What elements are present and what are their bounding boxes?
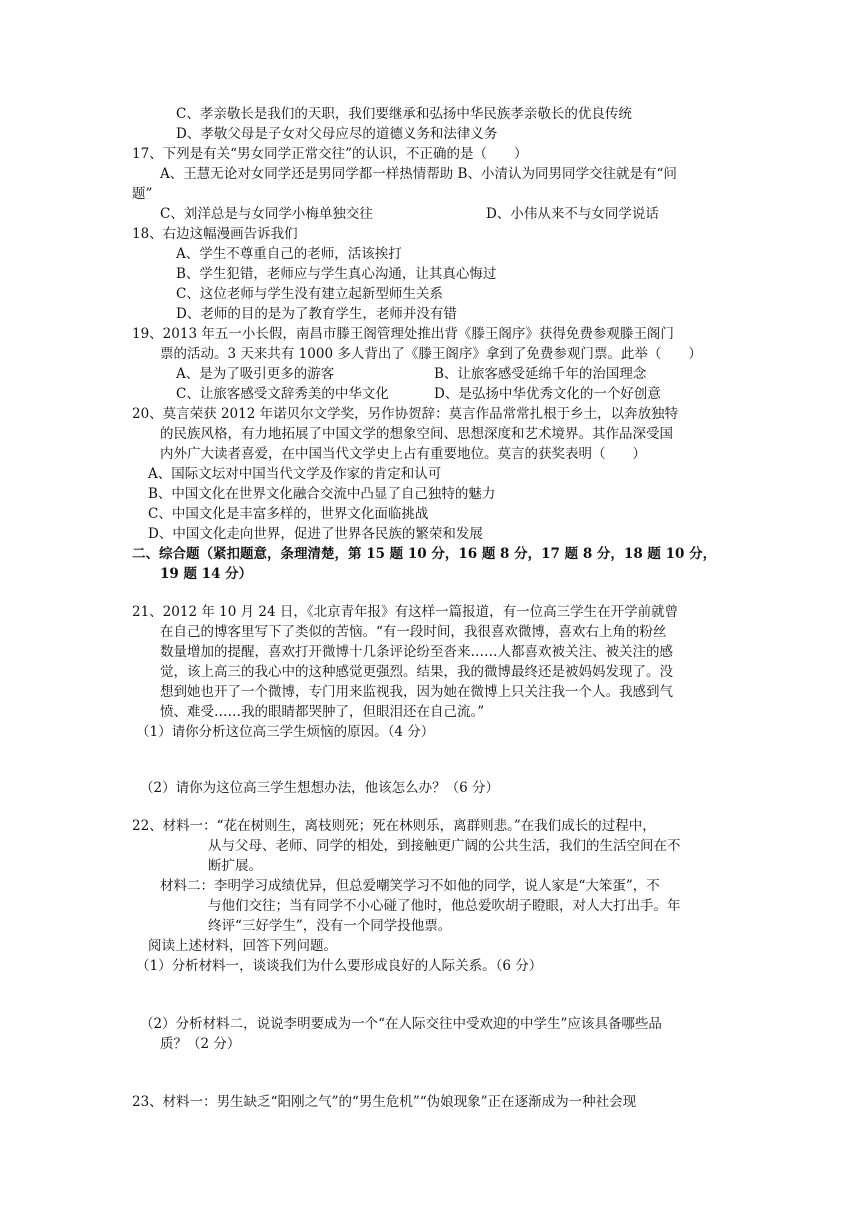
q21-line2: 在自己的博客里写下了类似的苦恼。“有一段时间，我很喜欢微博，喜欢右上角的粉丝: [160, 624, 667, 640]
q18-option-b: B、学生犯错，老师应与学生真心沟通，让其真心悔过: [176, 266, 497, 282]
q22-material1-line1: 22、材料一：“花在树则生，离枝则死；死在林则乐，离群则悲。”在我们成长的过程中，: [132, 818, 656, 834]
q22-sub2-wrap: 质？（2 分）: [160, 1036, 241, 1052]
q22-material2-line1: 材料二：李明学习成绩优异，但总爱嘲笑学习不如他的同学，说人家是“大笨蛋”，不: [160, 878, 660, 894]
section2-heading: 二、综合题（紧扣题意，条理清楚，第 15 题 10 分，16 题 8 分，17 题 8 分，18 题 10 分，: [132, 546, 717, 562]
q17-option-c: C、刘洋总是与女同学小梅单独交往: [160, 206, 373, 222]
q21-line3: 数量增加的提醒，喜欢打开微博十几条评论纷至沓来……人都喜欢被关注、被关注的感: [160, 644, 673, 660]
q20-stem-line2: 的民族风格，有力地拓展了中国文学的想象空间、思想深度和艺术境界。其作品深受国: [160, 426, 673, 442]
q22-material2-line3: 终评“三好学生”，没有一个同学投他票。: [208, 918, 452, 934]
q20-option-d: D、中国文化走向世界，促进了世界各民族的繁荣和发展: [148, 526, 483, 542]
q16-option-d: D、孝敬父母是子女对父母应尽的道德义务和法律义务: [176, 126, 498, 142]
q22-material1-line3: 断扩展。: [208, 858, 262, 874]
q18-option-d: D、老师的目的是为了教育学生，老师并没有错: [176, 306, 457, 322]
q22-material2-line2: 与他们交往；当有同学不小心碰了他时，他总爱吹胡子瞪眼，对人大打出手。年: [208, 898, 681, 914]
q21-line4: 觉，该上高三的我心中的这种感觉更强烈。结果，我的微博最终还是被妈妈发现了。没: [160, 664, 673, 680]
q19-stem-line2: 票的活动。3 天来共有 1000 多人背出了《滕王阁序》拿到了免费参观门票。此举（ ）: [160, 346, 702, 362]
q21-line1: 21、2012 年 10 月 24 日，《北京青年报》有这样一篇报道，有一位高三学生在开学前就曾: [132, 604, 679, 620]
q19-option-a: A、是为了吸引更多的游客: [176, 366, 335, 382]
q23-line1: 23、材料一：男生缺乏“阳刚之气”的“男生危机”“伪娘现象”正在逐渐成为一种社会现: [132, 1094, 637, 1110]
q19-option-b: B、让旅客感受延绵千年的治国理念: [434, 366, 647, 382]
q21-line6: 愤、难受……我的眼睛都哭肿了，但眼泪还在自己流。”: [160, 704, 485, 720]
q17-stem: 17、下列是有关“男女同学正常交往”的认识，不正确的是（ ）: [132, 146, 528, 162]
q21-sub2: （2）请你为这位高三学生想想办法，他该怎么办？（6 分）: [140, 780, 499, 796]
q22-material1-line2: 从与父母、老师、同学的相处，到接触更广阔的公共生活，我们的生活空间在不: [208, 838, 681, 854]
q17-options-ab: A、王慧无论对女同学还是男同学都一样热情帮助 B、小清认为同男同学交往就是有“问: [160, 166, 677, 182]
q18-option-c: C、这位老师与学生没有建立起新型师生关系: [176, 286, 443, 302]
q19-stem-line1: 19、2013 年五一小长假，南昌市滕王阁管理处推出背《滕王阁序》获得免费参观滕王阁门: [132, 326, 674, 342]
q22-instruction: 阅读上述材料，回答下列问题。: [148, 938, 337, 954]
q19-option-d: D、是弘扬中华优秀文化的一个好创意: [434, 386, 661, 402]
q21-line5: 想到她也开了一个微博，专门用来监视我，因为她在微博上只关注我一个人。我感到气: [160, 684, 673, 700]
q21-sub1: （1）请你分析这位高三学生烦恼的原因。（4 分）: [136, 724, 435, 740]
q20-stem-line1: 20、莫言荣获 2012 年诺贝尔文学奖，另作协贺辞：莫言作品常常扎根于乡土，以奔放独特: [132, 406, 679, 422]
q17-options-ab-wrap: 题”: [132, 186, 153, 202]
q22-sub1: （1）分析材料一，谈谈我们为什么要形成良好的人际关系。（6 分）: [136, 958, 543, 974]
q20-option-a: A、国际文坛对中国当代文学及作家的肯定和认可: [148, 466, 442, 482]
q18-stem: 18、右边这幅漫画告诉我们: [132, 226, 298, 242]
q16-option-c: C、孝亲敬长是我们的天职，我们要继承和弘扬中华民族孝亲敬长的优良传统: [176, 106, 632, 122]
section2-heading-wrap: 19 题 14 分）: [160, 566, 253, 582]
q20-option-b: B、中国文化在世界文化融合交流中凸显了自己独特的魅力: [148, 486, 496, 502]
q19-option-c: C、让旅客感受文辞秀美的中华文化: [176, 386, 389, 402]
q17-option-d: D、小伟从来不与女同学说话: [486, 206, 659, 222]
q20-option-c: C、中国文化是丰富多样的，世界文化面临挑战: [148, 506, 429, 522]
q18-option-a: A、学生不尊重自己的老师，活该挨打: [176, 246, 402, 262]
q20-stem-line3: 内外广大读者喜爱，在中国当代文学史上占有重要地位。莫言的获奖表明（ ）: [160, 446, 646, 462]
q22-sub2: （2）分析材料二，说说李明要成为一个“在人际交往中受欢迎的中学生”应该具备哪些品: [140, 1016, 662, 1032]
